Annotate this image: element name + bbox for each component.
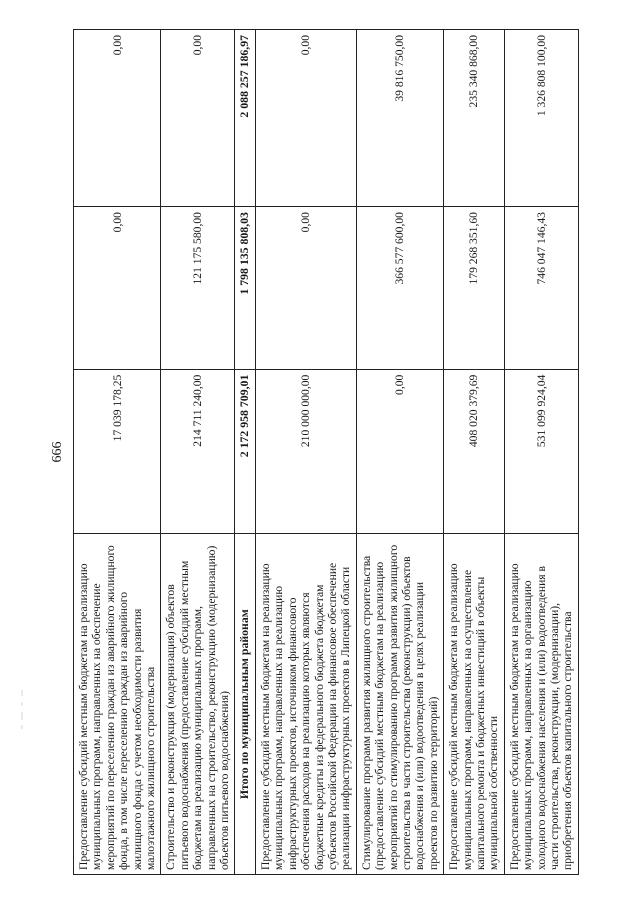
table-row [161, 30, 235, 875]
row-value-year-2: 0,00 [74, 207, 161, 370]
table-row [444, 30, 505, 875]
row-value-year-3: 0,00 [161, 30, 235, 207]
total-value-year-1: 2 172 958 709,01 [235, 369, 255, 534]
row-description: Предоставление субсидий местным бюджетам на реализацию муниципальных программ, направленных на организацию холодного водоснабжения населения и (или) водоотведения в части строительства, реконструкции, (модернизации), приобретения объектов капитального строительства [504, 534, 578, 875]
row-value-year-2: 0,00 [255, 207, 356, 370]
row-value-year-1: 408 020 379,69 [444, 369, 505, 534]
total-label: Итого по муниципальным районам [235, 534, 255, 875]
row-value-year-1: 210 000 000,00 [255, 369, 356, 534]
row-description: Стимулирование программ развития жилищного строительства (предоставление субсидий местным бюджетам на реализацию мероприятий по стимулированию программ развития жилищного строительства в части строительства (реконструкции) объектов водоснабжения и (или) водоотведения в целях реализации проектов по развитию территорий) [356, 534, 443, 875]
row-description: Строительство и реконструкция (модернизация) объектов питьевого водоснабжения (предоставление субсидий местным бюджетам на реализацию муниципальных программ, направленных на строительство, реконструкцию (модернизацию) объектов питьевого водоснабжения) [161, 534, 235, 875]
table-row [255, 30, 356, 875]
row-value-year-3: 1 326 808 100,00 [504, 30, 578, 207]
row-value-year-1: 214 711 240,00 [161, 369, 235, 534]
row-value-year-3: 0,00 [255, 30, 356, 207]
page-number: 666 [50, 441, 65, 463]
table-row [504, 30, 578, 875]
row-value-year-3: 39 816 750,00 [356, 30, 443, 207]
row-value-year-1: 0,00 [356, 369, 443, 534]
budget-subsidy-table [73, 29, 579, 875]
row-value-year-3: 0,00 [74, 30, 161, 207]
table-row [356, 30, 443, 875]
total-value-year-3: 2 088 257 186,97 [235, 30, 255, 207]
row-description: Предоставление субсидий местным бюджетам на реализацию муниципальных программ, направленных на реализацию инфраструктурных проектов, источником финансового обеспечения расходов на реализацию которых являются бюджетные кредиты из федерального бюджета бюджетам субъектов Российской Федерации на финансовое обеспечение реализации инфраструктурных проектов в Липецкой области [255, 534, 356, 875]
total-value-year-2: 1 798 135 808,03 [235, 207, 255, 370]
row-value-year-2: 121 175 580,00 [161, 207, 235, 370]
row-value-year-1: 17 039 178,25 [74, 369, 161, 534]
row-value-year-3: 235 340 868,00 [444, 30, 505, 207]
row-value-year-2: 366 577 600,00 [356, 207, 443, 370]
total-row [235, 30, 255, 875]
table-row [74, 30, 161, 875]
row-description: Предоставление субсидий местным бюджетам на реализацию муниципальных программ, направленных на осуществление капитального ремонта и бюджетных инвестиций в объекты муниципальной собственности [444, 534, 505, 875]
row-description: Предоставление субсидий местным бюджетам на реализацию муниципальных программ, направленных на обеспечение мероприятий по переселению граждан из аварийного жилищного фонда, в том числе переселению граждан из аварийного жилищного фонда с учетом необходимости развития малоэтажного жилищного строительства [74, 534, 161, 875]
row-value-year-1: 531 099 924,04 [504, 369, 578, 534]
row-value-year-2: 746 047 146,43 [504, 207, 578, 370]
row-value-year-2: 179 268 351,60 [444, 207, 505, 370]
